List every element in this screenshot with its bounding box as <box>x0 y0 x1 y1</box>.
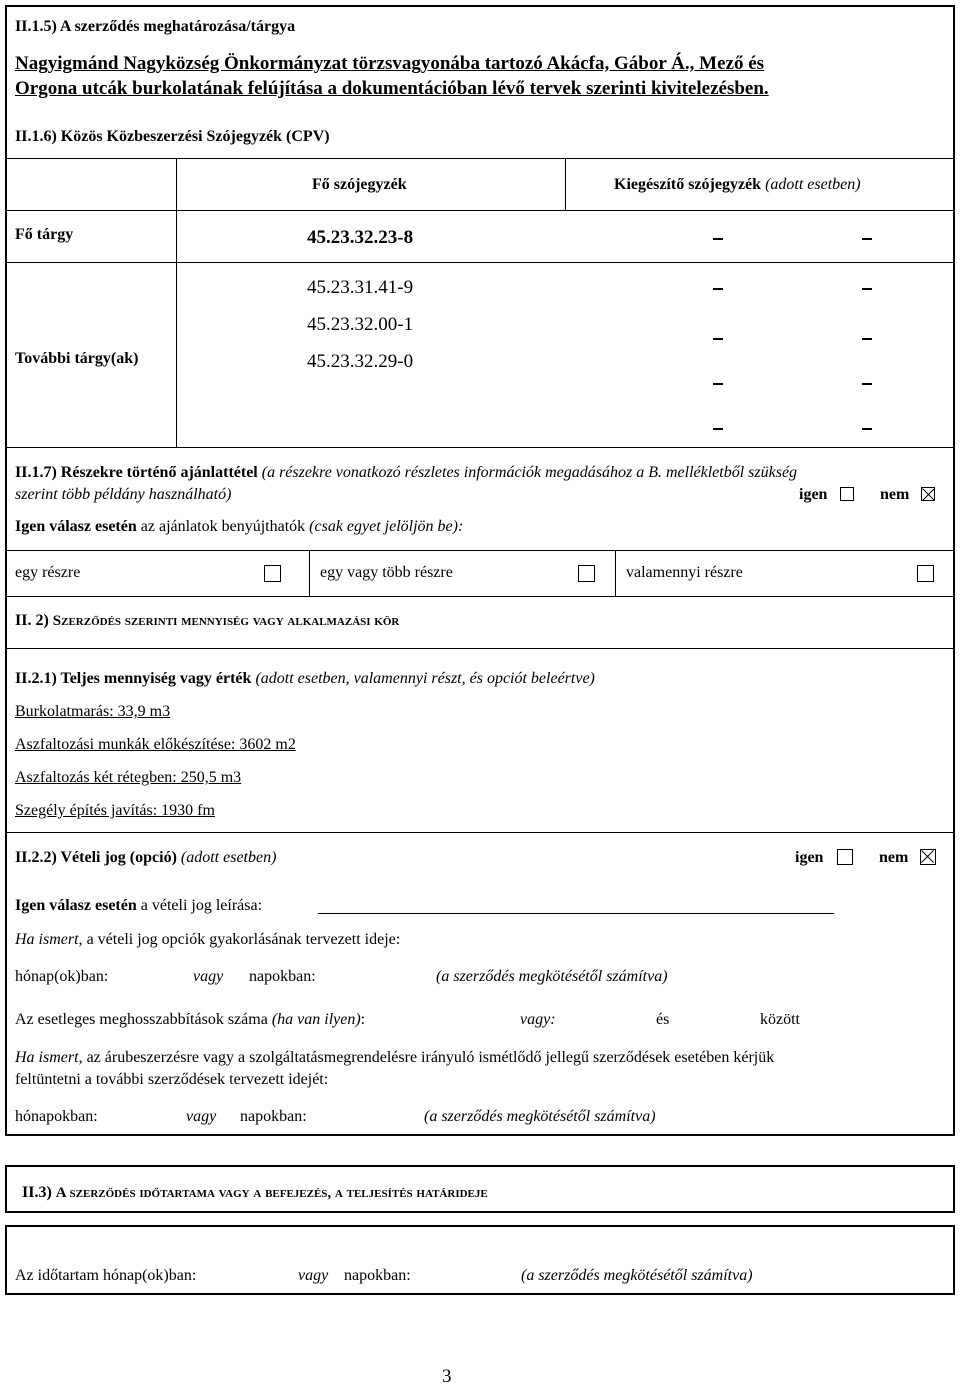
section-2-number: II. 2) <box>15 612 49 629</box>
repeat-from-contract: (a szerződés megkötésétől számítva) <box>424 1108 656 1125</box>
extensions-text: Az esetleges meghosszabbítások száma <box>15 1011 268 1028</box>
option-yes-checkbox[interactable] <box>837 849 853 865</box>
option-one-part-checkbox[interactable] <box>264 565 281 582</box>
repeat-or-label: vagy <box>186 1108 217 1125</box>
section-1-6-heading: II.1.6) Közös Közbeszerzési Szójegyzék (CPV) <box>15 128 330 145</box>
option-no-label: nem <box>879 849 909 866</box>
quantity-item-1: Burkolatmarás: 33,9 m3 <box>15 703 171 720</box>
option-if-yes-text: a vételi jog leírása: <box>140 897 263 914</box>
cpv-further-dash <box>713 338 723 340</box>
extensions-note-wrap <box>272 1011 365 1028</box>
repeat-contracts-line-1 <box>15 1049 774 1067</box>
parts-yes-label: igen <box>799 486 828 503</box>
cpv-further-dash <box>713 428 723 430</box>
duration-label: Az időtartam hónap(ok)ban: <box>15 1267 197 1284</box>
option-days-label: napokban: <box>249 968 316 985</box>
duration-from-contract: (a szerződés megkötésétől számítva) <box>521 1267 753 1284</box>
contract-subject-line-2: Orgona utcák burkolatának felújítása a dokumentációban lévő tervek szerinti kivitelezésben. <box>15 78 769 99</box>
cpv-main-supp-dash-2 <box>862 238 872 240</box>
cpv-col-supp-note: (adott esetben) <box>765 176 861 193</box>
cpv-further-dash <box>713 288 723 290</box>
option-months-label: hónap(ok)ban: <box>15 968 109 985</box>
section-1-7-note-2: szerint több példány használható) <box>15 486 232 503</box>
section-2-1-note: (adott esetben, valamennyi részt, és opciót beleértve) <box>255 670 595 687</box>
contract-subject-line-1: Nagyigmánd Nagyközség Önkormányzat törzsvagyonába tartozó Akácfa, Gábor Á., Mező és <box>15 53 765 74</box>
cpv-table-bottom <box>7 447 953 448</box>
cpv-col-supp-header <box>614 176 861 194</box>
option-all-parts-checkbox[interactable] <box>917 565 934 582</box>
cpv-main-label: Fő tárgy <box>15 226 74 243</box>
extensions-note: (ha van ilyen) <box>271 1011 361 1028</box>
duration-days: napokban: <box>344 1267 411 1284</box>
section-1-5-heading: II.1.5) A szerződés meghatározása/tárgya <box>15 18 296 35</box>
cpv-main-supp-dash-1 <box>713 238 723 240</box>
section-2-2-note: (adott esetben) <box>180 849 277 866</box>
cpv-col-divider-2 <box>565 158 566 210</box>
section-1-7-note-1: (a részekre vonatkozó részletes információk megadásához a B. mellékletből szükség <box>261 464 798 481</box>
cpv-col-main-header: Fő szójegyzék <box>312 176 407 193</box>
extensions-line <box>15 1011 365 1029</box>
cpv-table-main-bottom <box>7 262 953 263</box>
extensions-and: és <box>656 1011 670 1028</box>
quantity-item-4: Szegély építés javítás: 1930 fm <box>15 802 215 819</box>
section-3-heading <box>22 1184 488 1202</box>
option-one-or-more-label: egy vagy több részre <box>320 564 453 581</box>
cpv-col-supp-label: Kiegészítő szójegyzék <box>614 176 762 193</box>
parts-if-yes-line <box>15 518 463 536</box>
cpv-further-dash <box>713 383 723 385</box>
section-2-1-divider <box>7 832 953 833</box>
extensions-colon: : <box>360 1011 366 1028</box>
cpv-further-dash <box>862 428 872 430</box>
option-known-text: a vételi jog opciók gyakorlásának tervezett ideje: <box>86 931 401 948</box>
section-1-7-heading: II.1.7) Részekre történő ajánlattétel <box>15 464 258 481</box>
cpv-further-label: További tárgy(ak) <box>15 350 139 367</box>
parts-no-label: nem <box>880 486 910 503</box>
repeat-months-label: hónapokban: <box>15 1108 98 1125</box>
option-all-parts-label: valamennyi részre <box>626 564 743 581</box>
cpv-further-dash <box>862 288 872 290</box>
parts-no-checkbox[interactable] <box>921 487 935 501</box>
option-description-field[interactable] <box>318 913 834 914</box>
section-1-7-line-1 <box>15 464 797 482</box>
section-3-title: A szerződés időtartama vagy a befejezés, a teljesítés határideje <box>55 1185 488 1201</box>
option-if-yes-line <box>15 897 262 915</box>
repeat-text-1: , az árubeszerzésre vagy a szolgáltatásmegrendelésre irányuló ismétlődő jellegű szerződések esetében kérjük <box>78 1049 775 1066</box>
cpv-col-divider-1 <box>176 158 177 447</box>
option-known-line <box>15 931 400 949</box>
page-number: 3 <box>442 1366 452 1387</box>
parts-options-top <box>7 550 953 551</box>
cpv-table-header-bottom <box>7 210 953 211</box>
section-2-1-heading: II.2.1) Teljes mennyiség vagy érték <box>15 670 252 687</box>
section-2-heading <box>15 612 399 630</box>
option-one-or-more-checkbox[interactable] <box>578 565 595 582</box>
cpv-further-code-3: 45.23.32.29-0 <box>307 351 414 372</box>
option-known-italic: Ha ismert, <box>15 931 83 948</box>
extensions-or: vagy: <box>520 1011 556 1028</box>
cpv-further-dash <box>862 383 872 385</box>
option-or-label: vagy <box>193 968 224 985</box>
option-if-yes-bold: Igen válasz esetén <box>15 897 137 914</box>
parts-if-yes-bold: Igen válasz esetén <box>15 518 137 535</box>
section-2-1-line <box>15 670 595 688</box>
cpv-table-top <box>7 158 953 159</box>
cpv-further-dash <box>862 338 872 340</box>
quantity-item-2: Aszfaltozási munkák előkészítése: 3602 m2 <box>15 736 296 753</box>
main-form-frame <box>5 5 955 1136</box>
option-no-checkbox[interactable] <box>920 849 936 865</box>
repeat-known-italic: Ha ismert <box>15 1049 79 1066</box>
option-yes-label: igen <box>795 849 824 866</box>
repeat-days-label: napokban: <box>240 1108 307 1125</box>
parts-if-yes-text: az ajánlatok benyújthatók <box>140 518 306 535</box>
section-3-number: II.3) <box>22 1184 52 1201</box>
parts-options-divider-1 <box>309 550 310 596</box>
parts-options-divider-2 <box>615 550 616 596</box>
cpv-further-code-1: 45.23.31.41-9 <box>307 277 414 298</box>
repeat-contracts-line-2: feltüntetni a további szerződések tervezett idejét: <box>15 1071 329 1088</box>
section-2-2-heading: II.2.2) Vételi jog (opció) <box>15 849 177 866</box>
parts-if-yes-note: (csak egyet jelöljön be): <box>309 518 464 535</box>
extensions-between: között <box>760 1011 800 1028</box>
option-from-contract: (a szerződés megkötésétől számítva) <box>436 968 668 985</box>
section-2-2-line <box>15 849 276 867</box>
quantity-item-3: Aszfaltozás két rétegben: 250,5 m3 <box>15 769 242 786</box>
parts-options-bottom <box>7 596 953 597</box>
duration-or: vagy <box>298 1267 329 1284</box>
section-2-divider <box>7 648 953 649</box>
parts-yes-checkbox[interactable] <box>840 487 854 501</box>
section-2-title: Szerződés szerinti mennyiség vagy alkalmazási kör <box>52 613 400 629</box>
cpv-main-code: 45.23.32.23-8 <box>307 227 414 248</box>
cpv-further-code-2: 45.23.32.00-1 <box>307 314 414 335</box>
option-one-part-label: egy részre <box>15 564 81 581</box>
